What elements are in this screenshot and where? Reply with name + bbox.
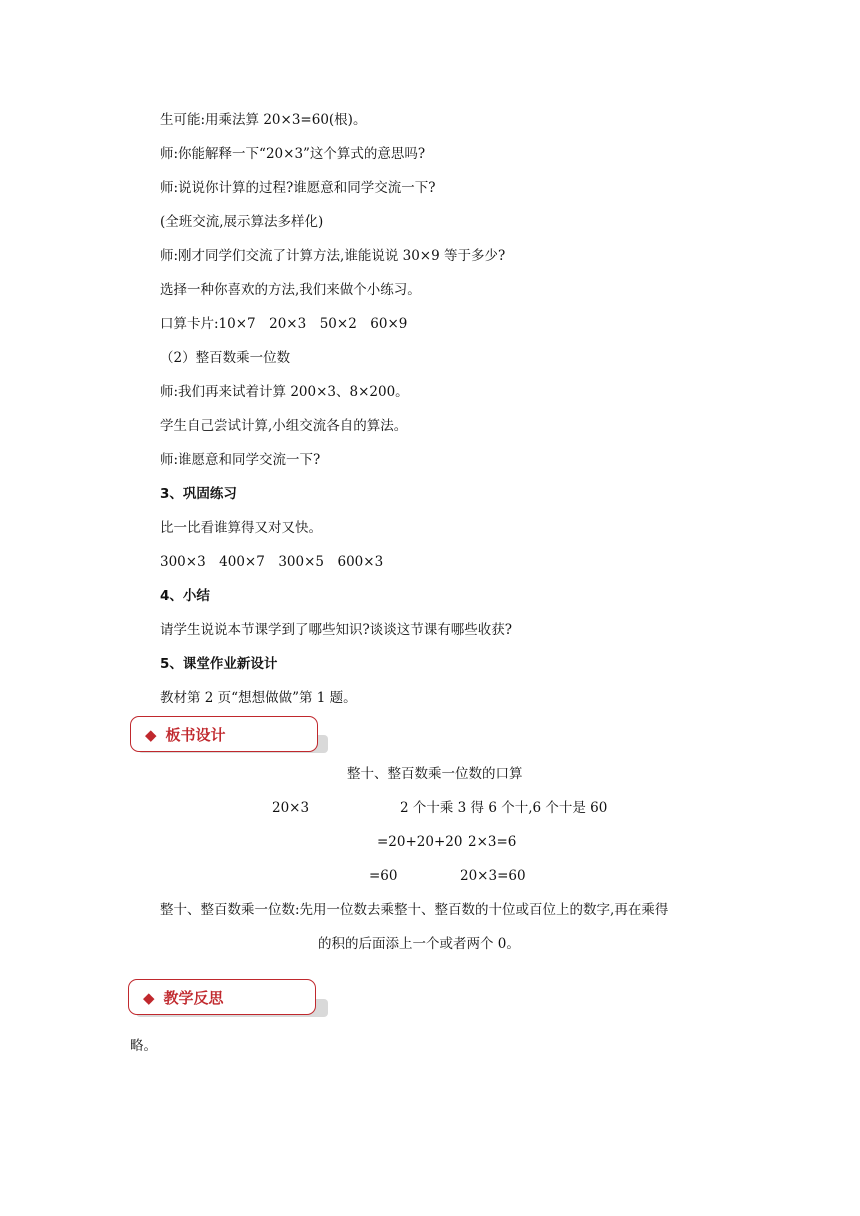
text-line: 300×3 400×7 300×5 600×3 [160,554,384,570]
text-line: 比一比看谁算得又对又快。 [160,520,322,536]
text-line: 师:刚才同学们交流了计算方法,谁能说说 30×9 等于多少? [160,248,506,264]
board-step: =20+20+20 [377,834,463,850]
board-rule: 整十、整百数乘一位数:先用一位数去乘整十、整百数的十位或百位上的数字,再在乘得 [160,902,669,918]
board-step: 20×3=60 [460,868,526,884]
text-line: 口算卡片:10×7 20×3 50×2 60×9 [160,316,408,332]
text-line: 生可能:用乘法算 20×3=60(根)。 [160,112,367,128]
diamond-icon: ◆ [143,989,155,1007]
text-line: 师:谁愿意和同学交流一下? [160,452,321,468]
section-title: ◆ 板书设计 [145,726,226,744]
board-expression: 20×3 [272,800,310,816]
board-step: =60 [369,868,398,884]
text-line: 师:说说你计算的过程?谁愿意和同学交流一下? [160,180,436,196]
text-line: 选择一种你喜欢的方法,我们来做个小练习。 [160,282,421,298]
board-title: 整十、整百数乘一位数的口算 [347,766,523,782]
text-line: 请学生说说本节课学到了哪些知识?谈谈这节课有哪些收获? [160,622,512,638]
section-box [130,716,318,752]
text-line: 师:我们再来试着计算 200×3、8×200。 [160,384,409,400]
section-title: ◆ 教学反思 [143,989,224,1007]
heading-homework: 5、课堂作业新设计 [160,656,278,672]
heading-summary: 4、小结 [160,588,210,604]
board-explanation: 2 个十乘 3 得 6 个十,6 个十是 60 [400,800,608,816]
text-line: 教材第 2 页“想想做做”第 1 题。 [160,690,357,706]
board-rule: 的积的后面添上一个或者两个 0。 [318,936,520,952]
text-line: 师:你能解释一下“20×3”这个算式的意思吗? [160,146,426,162]
board-step: 2×3=6 [468,834,517,850]
section-box [128,979,316,1015]
reflection-text: 略。 [130,1038,157,1054]
diamond-icon: ◆ [145,726,157,744]
text-line: 学生自己尝试计算,小组交流各自的算法。 [160,418,408,434]
subheading: （2）整百数乘一位数 [160,350,291,366]
text-line: (全班交流,展示算法多样化) [160,214,324,230]
heading-consolidation: 3、巩固练习 [160,486,237,502]
